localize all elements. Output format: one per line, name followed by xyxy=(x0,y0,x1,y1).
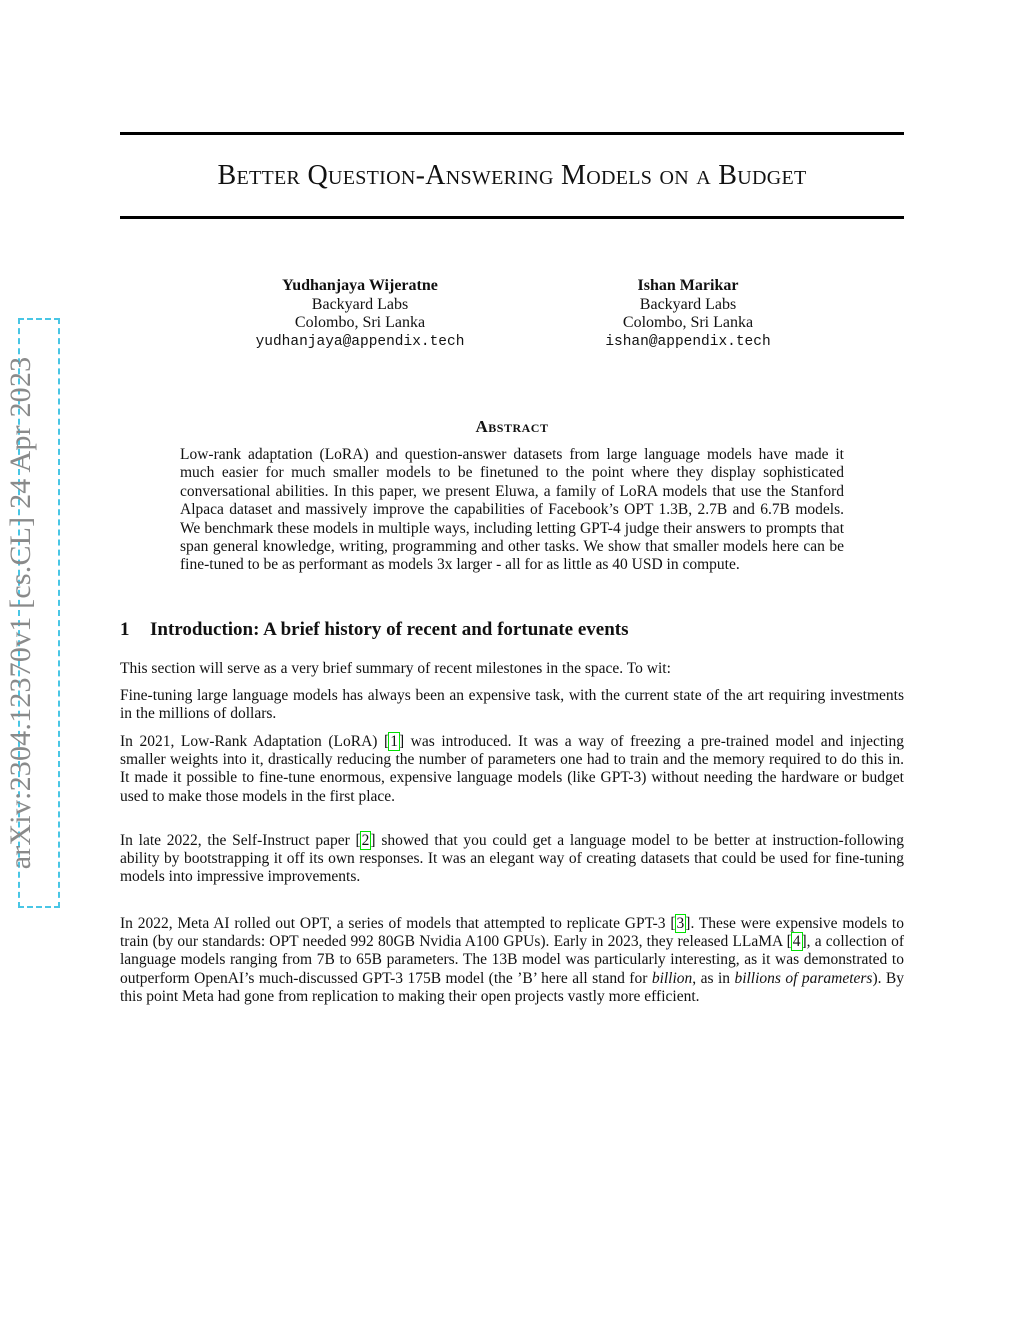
abstract-heading: Abstract xyxy=(475,417,549,436)
author-location: Colombo, Sri Lanka xyxy=(622,314,754,331)
emphasis-text: billions of parameters xyxy=(734,969,873,987)
citation-link[interactable]: 1 xyxy=(390,733,398,750)
paragraph-text: In 2021, Low-Rank Adaptation (LoRA) [ xyxy=(120,733,390,750)
author-affiliation: Backyard Labs xyxy=(639,295,737,313)
author-location: Colombo, Sri Lanka xyxy=(294,314,426,331)
abstract-text: Low-rank adaptation (LoRA) and question-answer datasets from large language models have made it much easier for much smaller models to be finetuned to the point where they display sophisticated conversational abilities. In this paper, we present Eluwa, a family of LoRA models that use the Stanford Alpaca dataset and massively improve the capabilities of Facebook’s OPT 1.3B, 2.7B and 6.7B models. We benchmark these models in multiple ways, including letting GPT-4 judge their answers to prompts that span general knowledge, writing, programming and other tasks. We show that smaller models here can be fine-tuned to be as performant as models 3x larger - all for as little as 40 USD in compute. xyxy=(180,446,844,574)
paragraph-text: ] showed that you could get a language model to be better at instruction-following ability by bootstrapping it off its own responses. It was an elegant way of creating datasets that could be used for fine-tuning models into impressive improvements. xyxy=(120,832,904,886)
author-block-1 xyxy=(230,277,490,351)
paragraph-text: ). By this point Meta had gone from replication to making their open projects vastly more efficient. xyxy=(120,969,905,1005)
intro-paragraph-5 xyxy=(120,915,904,1006)
arxiv-identifier[interactable]: arXiv:2304.12370v1 [cs.CL] 24 Apr 2023 xyxy=(4,356,37,870)
author-name: Ishan Marikar xyxy=(637,277,739,294)
author-email[interactable]: ishan@appendix.tech xyxy=(605,333,771,350)
section-heading xyxy=(120,619,904,641)
paragraph-text: In 2022, Meta AI rolled out OPT, a series of models that attempted to replicate GPT-3 [ xyxy=(120,915,676,932)
author-block-2 xyxy=(558,277,818,351)
author-affiliation: Backyard Labs xyxy=(311,295,409,313)
paragraph-text: ], a collection of language models ranging from 7B to 65B parameters. The 13B model was particularly interesting, as it was demonstrated to outperform OpenAI’s much-discussed GPT-3 175B model (the ’B’ here all stand for xyxy=(120,933,904,987)
citation-link[interactable]: 4 xyxy=(792,933,801,951)
citation-link[interactable]: 2 xyxy=(361,832,370,849)
author-email[interactable]: yudhanjaya@appendix.tech xyxy=(255,333,465,350)
paragraph-text: , as in xyxy=(692,969,735,987)
paragraph-text: ] was introduced. It was a way of freezing a pre-trained model and injecting smaller weights into it, drastically reducing the number of parameters one had to train and the memory required to do this in. It made it possible to fine-tune enormous, expensive language models (like GPT-3) without needing the hardware or budget used to make those models in the first place. xyxy=(120,733,904,805)
citation-link[interactable]: 3 xyxy=(676,915,685,932)
paper-title: Better Question-Answering Models on a Budget xyxy=(217,160,807,191)
title-rule-top xyxy=(120,132,904,135)
intro-paragraph-1: This section will serve as a very brief summary of recent milestones in the space. To wit: xyxy=(120,660,671,677)
intro-paragraph-2: Fine-tuning large language models has always been an expensive task, with the current state of the art requiring investments in the millions of dollars. xyxy=(120,687,904,723)
intro-paragraph-3 xyxy=(120,733,904,806)
paragraph-text: In late 2022, the Self-Instruct paper [ xyxy=(120,832,361,849)
emphasis-text: billion xyxy=(651,969,693,987)
paragraph-text: ]. These were expensive models to train (by our standards: OPT needed 992 80GB Nvidia A100 GPUs). Early in 2023, they released LLaMA [ xyxy=(120,915,904,951)
intro-paragraph-4 xyxy=(120,832,904,887)
section-number: 1 xyxy=(120,619,130,640)
author-name: Yudhanjaya Wijeratne xyxy=(282,277,438,294)
section-title: Introduction: A brief history of recent and fortunate events xyxy=(150,619,629,640)
title-rule-bottom xyxy=(120,216,904,219)
